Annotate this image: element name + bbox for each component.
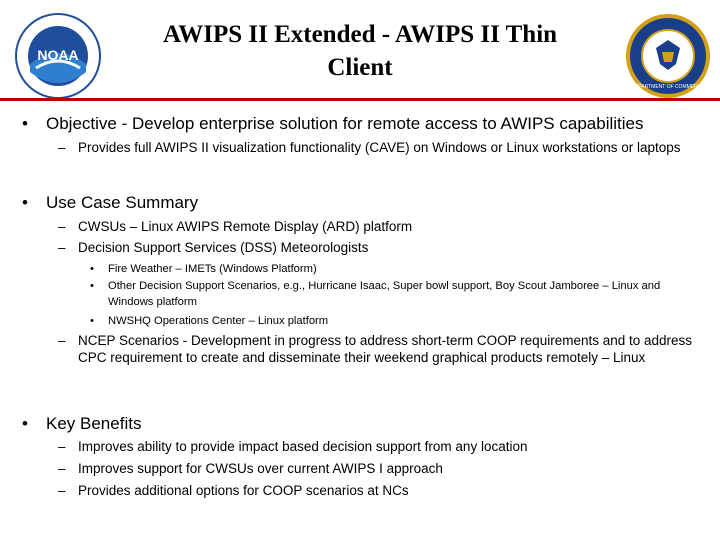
- page-title: [120, 18, 600, 84]
- bullet-benefits-text: Key Benefits: [46, 414, 142, 433]
- title-line-1: AWIPS II Extended - AWIPS II Thin: [162, 21, 558, 48]
- bullet-dot: •: [22, 414, 28, 433]
- commerce-seal-text: DEPARTMENT OF COMMERCE: [631, 84, 705, 90]
- sub-sub-bullet-text: Other Decision Support Scenarios, e.g., Hurricane Isaac, Super bowl support, Boy Scout Jamboree – Linux and Windows platform: [108, 280, 661, 308]
- title-line-2: Client: [327, 54, 393, 81]
- sub-bullet-text: Improves ability to provide impact based decision support from any location: [78, 439, 528, 454]
- bullet-dot: •: [22, 193, 28, 212]
- sub-bullet-text: Improves support for CWSUs over current AWIPS I approach: [78, 461, 443, 476]
- bullet-dot: •: [22, 114, 28, 133]
- bullet-dash: –: [58, 140, 66, 155]
- sub-bullet-text: CWSUs – Linux AWIPS Remote Display (ARD) platform: [78, 219, 413, 234]
- bullet-objective-text: Objective - Develop enterprise solution for remote access to AWIPS capabilities: [46, 114, 644, 133]
- bullet-small-dot: •: [90, 315, 94, 327]
- bullet-small-dot: •: [90, 280, 94, 292]
- sub-bullet-text: Provides additional options for COOP scenarios at NCs: [78, 483, 409, 498]
- noaa-logo: [14, 12, 102, 100]
- bullet-dash: –: [58, 483, 66, 498]
- sub-bullet-text: Provides full AWIPS II visualization functionality (CAVE) on Windows or Linux workstations or laptops: [78, 140, 681, 155]
- bullet-dash: –: [58, 240, 66, 255]
- bullet-usecase-text: Use Case Summary: [46, 193, 199, 212]
- noaa-logo-text: NOAA: [37, 47, 79, 63]
- bullet-dash: –: [58, 439, 66, 454]
- sub-sub-bullet-text: NWSHQ Operations Center – Linux platform: [108, 315, 329, 327]
- title-divider: [0, 98, 720, 101]
- bullet-dash: –: [58, 333, 66, 348]
- bullet-small-dot: •: [90, 263, 94, 275]
- commerce-seal-logo: [624, 12, 712, 100]
- bullet-dash: –: [58, 219, 66, 234]
- sub-bullet-text: NCEP Scenarios - Development in progress to address short-term COOP requirements and to address CPC requirement to create and disseminate their weekend graphical products remotely – Linux: [78, 333, 693, 365]
- sub-sub-bullet-text: Fire Weather – IMETs (Windows Platform): [108, 263, 317, 275]
- sub-bullet-text: Decision Support Services (DSS) Meteorologists: [78, 240, 369, 255]
- bullet-dash: –: [58, 461, 66, 476]
